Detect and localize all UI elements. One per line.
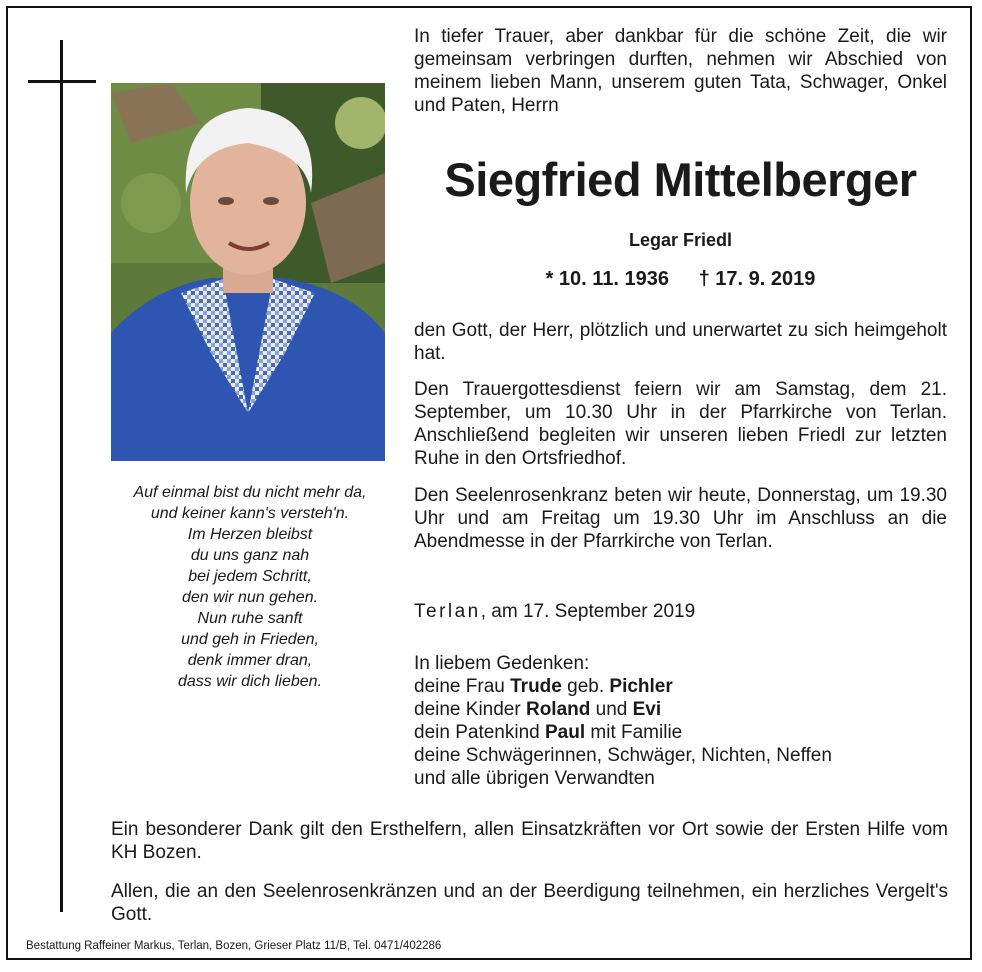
poem bbox=[100, 482, 400, 692]
place-date bbox=[414, 601, 695, 623]
poem-line: und geh in Frieden, bbox=[181, 631, 319, 648]
mourner-line: deine Kinder Roland und Evi bbox=[414, 699, 662, 720]
death-date: † 17. 9. 2019 bbox=[698, 268, 816, 290]
final-thanks-paragraph: Allen, die an den Seelenrosenkränzen und an der Beerdigung teilnehmen, ein herzliches Vergelt's Gott. bbox=[111, 881, 948, 925]
funeral-home-footer: Bestattung Raffeiner Markus, Terlan, Bozen, Grieser Platz 11/B, Tel. 0471/402286 bbox=[26, 940, 442, 952]
intro-paragraph: In tiefer Trauer, aber dankbar für die schöne Zeit, die wir gemeinsam verbringen durften, nehmen wir Abschied von meinem lieben Mann, unserem guten Tata, Schwager, Onkel und Paten, Herrn bbox=[414, 26, 947, 116]
date-text: , am 17. September 2019 bbox=[480, 601, 696, 622]
poem-line: Auf einmal bist du nicht mehr da, bbox=[133, 484, 367, 501]
poem-line: dass wir dich lieben. bbox=[177, 673, 323, 690]
poem-line: den wir nun gehen. bbox=[181, 589, 319, 606]
rosary-paragraph: Den Seelenrosenkranz beten wir heute, Donnerstag, um 19.30 Uhr und am Freitag um 19.30 Uhr im Anschluss an die Abendmesse in der Pfarrkirche von Terlan. bbox=[414, 485, 947, 552]
poem-line: denk immer dran, bbox=[187, 652, 313, 669]
called-home-paragraph: den Gott, der Herr, plötzlich und unerwartet zu sich heimgeholt hat. bbox=[414, 320, 947, 364]
mourner-line: und alle übrigen Verwandten bbox=[414, 768, 655, 789]
mourner-line: deine Frau Trude geb. Pichler bbox=[414, 676, 673, 697]
poem-line: bei jedem Schritt, bbox=[188, 568, 312, 585]
poem-line: und keiner kann's versteh'n. bbox=[150, 505, 350, 522]
thanks-paragraph: Ein besonderer Dank gilt den Ersthelfern, allen Einsatzkräften vor Ort sowie der Ersten Hilfe vom KH Bozen. bbox=[111, 819, 948, 863]
mourners-heading: In liebem Gedenken: bbox=[414, 653, 590, 674]
life-dates bbox=[414, 268, 947, 291]
mourner-line: dein Patenkind Paul mit Familie bbox=[414, 722, 683, 743]
nickname: Legar Friedl bbox=[628, 230, 733, 250]
poem-line: Im Herzen bleibst bbox=[187, 526, 313, 543]
funeral-service-paragraph: Den Trauergottesdienst feiern wir am Samstag, dem 21. September, um 10.30 Uhr in der Pfarrkirche von Terlan. Anschließend begleiten wir unseren lieben Friedl zur letzten Ruhe in den Ortsfriedhof. bbox=[414, 379, 947, 469]
cross-icon bbox=[60, 40, 63, 912]
cross-icon-bar bbox=[28, 80, 96, 83]
place-name: Terlan bbox=[414, 601, 481, 622]
poem-line: Nun ruhe sanft bbox=[197, 610, 303, 627]
mourners-list bbox=[414, 652, 832, 790]
deceased-name: Siegfried Mittelberger bbox=[444, 153, 917, 206]
mourner-line: deine Schwägerinnen, Schwäger, Nichten, Neffen bbox=[414, 745, 832, 766]
birth-date: * 10. 11. 1936 bbox=[545, 268, 670, 290]
portrait-photo bbox=[111, 83, 385, 461]
poem-line: du uns ganz nah bbox=[190, 547, 310, 564]
